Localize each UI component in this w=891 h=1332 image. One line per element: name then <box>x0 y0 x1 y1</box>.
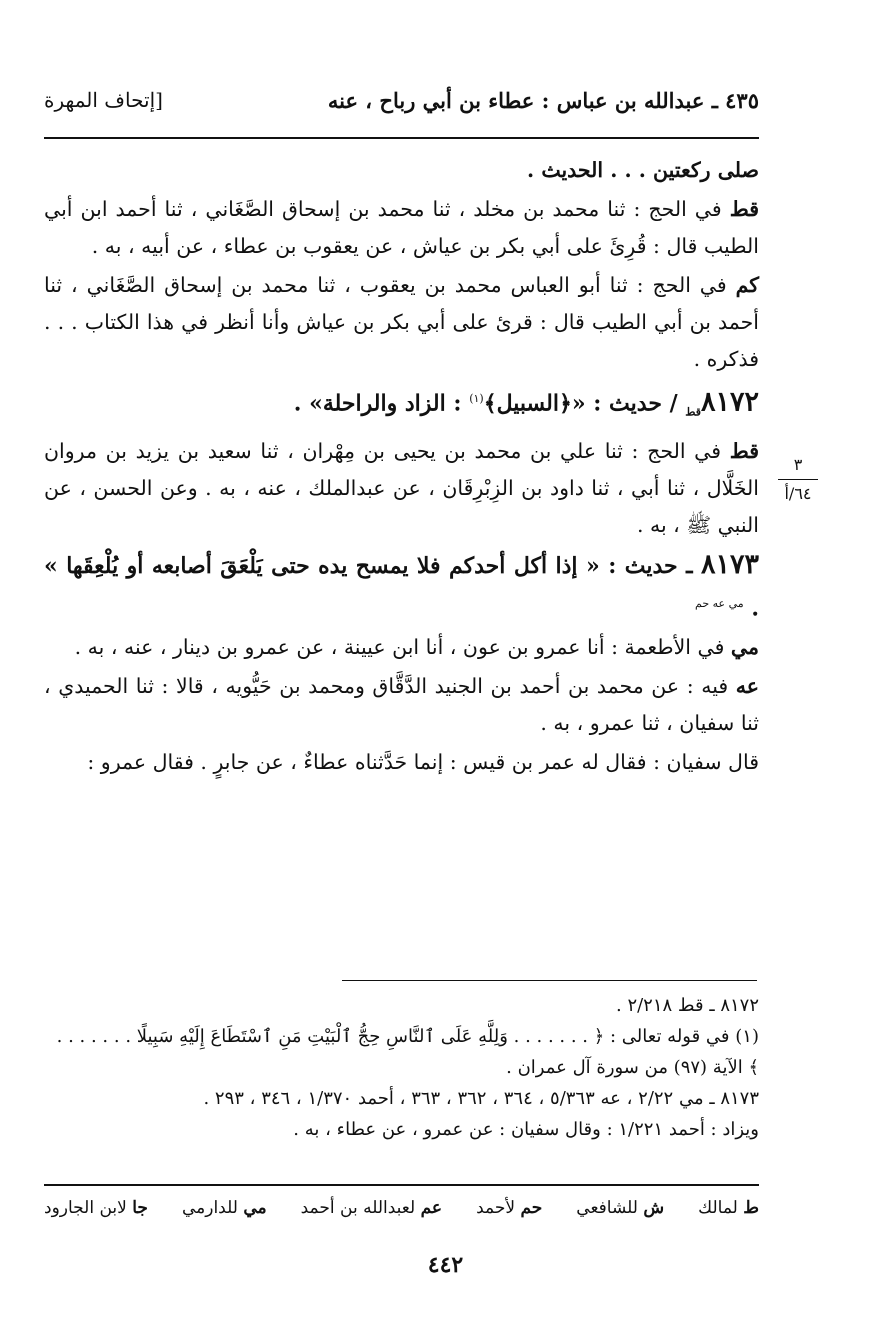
margin-note-top: ٣ <box>793 455 803 474</box>
legend-label: لأحمد <box>476 1198 521 1218</box>
legend-code: ط <box>743 1198 759 1218</box>
hadith-text-cont: : الزاد والراحلة» . <box>293 390 470 417</box>
legend-label: لمالك <box>698 1198 744 1218</box>
paragraph-1 <box>44 152 759 189</box>
legend-code: مي <box>243 1198 267 1218</box>
hadith-number: ٨١٧٢ <box>700 386 759 418</box>
legend-item <box>182 1198 267 1218</box>
paragraph-2 <box>44 191 759 265</box>
legend-code: عم <box>420 1198 443 1218</box>
page-number: ٤٤٢ <box>427 1252 464 1278</box>
legend-item <box>576 1198 664 1218</box>
footnote-1: (١) في قوله تعالى : ﴿ . . . . . . . وَلِلَّهِ عَلَى ٱلنَّاسِ حِجُّ ٱلْبَيْتِ مَنِ ٱسْتَطَاعَ إِلَيْهِ سَبِيلًا . . . . . . . ﴾ الآية (٩٧) من سورة آل عمران . <box>56 1026 759 1078</box>
legend-code: جا <box>132 1198 148 1218</box>
hadith-source-sigla: مي عه حم <box>695 596 744 610</box>
hadith-number: ٨١٧٣ <box>700 548 759 580</box>
footnote-8173: ٨١٧٣ ـ مي ٢/٢٢ ، عه ٥/٣٦٣ ، ٣٦٤ ، ٣٦٢ ، ٣٦٣ ، أحمد ١/٣٧٠ ، ٣٤٦ ، ٢٩٣ . <box>203 1088 759 1109</box>
hadith-text: / حديث : «﴿السبيل﴾ <box>483 390 686 417</box>
paragraph-4 <box>44 433 759 544</box>
legend-code: ش <box>643 1198 665 1218</box>
margin-note-bottom: ٦٤/أ <box>784 484 812 503</box>
source-sigla: قط <box>729 197 759 221</box>
legend-item <box>301 1198 442 1218</box>
legend-item <box>698 1198 759 1218</box>
source-sigla: عه <box>735 674 759 699</box>
paragraph-5 <box>44 629 759 666</box>
paragraph-7-text: قال سفيان : فقال له عمر بن قيس : إنما حَدَّثناه عطاءٌ ، عن جابرٍ . فقال عمرو : <box>87 750 759 775</box>
legend-rule <box>44 1184 759 1186</box>
sigla-legend <box>44 1198 759 1218</box>
paragraph-4-text: في الحج : ثنا علي بن محمد بن يحيى بن مِهْران ، ثنا سعيد بن يزيد بن مروان الخَلَّال ، ثنا أبي ، ثنا داود بن الزِبْرِقَان ، عن عبدالملك ، عنه ، به . وعن الحسن ، عن النبي ﷺ ، به . <box>44 438 759 537</box>
hadith-8172-heading <box>44 380 759 431</box>
source-sigla: قط <box>729 438 759 463</box>
paragraph-3-text: في الحج : ثنا أبو العباس محمد بن يعقوب ، ثنا محمد بن إسحاق الصَّغَاني ، ثنا أحمد بن أبي الطيب قال : قرئ على أبي بكر بن عياش وأنا أنظر في هذا الكتاب . . . فذكره . <box>44 273 759 371</box>
main-text <box>44 152 759 783</box>
footnotes <box>44 990 759 1145</box>
legend-label: للشافعي <box>576 1198 644 1218</box>
paragraph-6-text: فيه : عن محمد بن أحمد بن الجنيد الدَّقَّاق ومحمد بن حَيُّويه ، قالا : ثنا الحميدي ، ثنا سفيان ، ثنا عمرو ، به . <box>44 674 759 736</box>
legend-item <box>44 1198 148 1218</box>
margin-note <box>774 455 822 504</box>
footnote-ref: (١) <box>469 392 484 405</box>
header-title: ٤٣٥ ـ عبدالله بن عباس : عطاء بن أبي رباح ، عنه <box>327 88 759 113</box>
hadith-source-sigla: قط <box>685 405 701 419</box>
legend-code: حم <box>520 1198 543 1218</box>
paragraph-5-text: في الأطعمة : أنا عمرو بن عون ، أنا ابن عيينة ، عن عمرو بن دينار ، عنه ، به . <box>74 635 731 660</box>
paragraph-1-text: صلى ركعتين . . . الحديث . <box>527 158 759 182</box>
hadith-text: ـ حديث : « إذا أكل أحدكم فلا يمسح يده حتى يَلْعَقَ أصابعه أو يُلْعِقَها » . <box>44 552 759 622</box>
hadith-8173-heading <box>44 546 759 627</box>
legend-label: لعبدالله بن أحمد <box>300 1198 421 1218</box>
paragraph-3 <box>44 267 759 378</box>
footnote-rule <box>342 980 757 981</box>
legend-label: للدارمي <box>181 1198 244 1218</box>
header-book-title: [إتحاف المهرة <box>44 88 163 112</box>
running-header <box>44 88 759 122</box>
header-rule <box>44 137 759 139</box>
legend-label: لابن الجارود <box>44 1198 133 1218</box>
legend-item <box>476 1198 542 1218</box>
paragraph-6 <box>44 668 759 742</box>
footnote-8172: ٨١٧٢ ـ قط ٢/٢١٨ . <box>615 995 759 1016</box>
source-sigla: مي <box>730 635 759 660</box>
paragraph-2-text: في الحج : ثنا محمد بن مخلد ، ثنا محمد بن إسحاق الصَّغَاني ، ثنا أحمد ابن أبي الطيب قال : قُرِئَ على أبي بكر بن عياش ، عن يعقوب بن عطاء ، عن أبيه ، به . <box>44 197 759 258</box>
footnote-addition: ويزاد : أحمد ١/٢٢١ : وقال سفيان : عن عمرو ، عن عطاء ، به . <box>293 1119 759 1140</box>
margin-note-divider <box>778 479 818 480</box>
paragraph-7 <box>44 744 759 781</box>
source-sigla: كم <box>735 273 759 297</box>
